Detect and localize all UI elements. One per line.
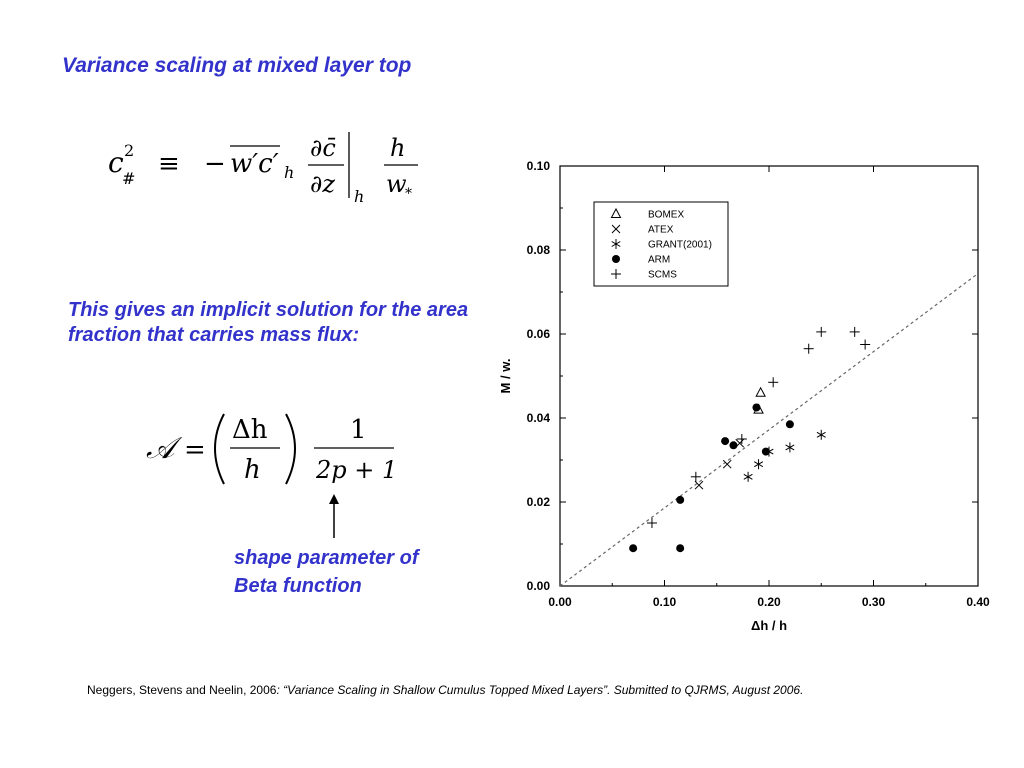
y-tick-label: 0.06 [526,327,550,341]
eq2-num: Δh [232,415,268,445]
eq1-frac-num: h [390,134,406,162]
shape-note-line2: Beta function [234,575,362,597]
data-point-dot [786,420,794,428]
eq1-frac-den: w [386,170,407,198]
eq1-c-sup: 2 [124,141,135,160]
eq2-right-paren [286,414,295,484]
data-point-x [695,481,703,489]
citation [87,683,803,697]
eq1-equiv: ≡ [158,149,180,179]
data-point-asterisk [754,459,763,469]
data-point-dot [752,404,760,412]
variance-scaling-equation [100,118,430,214]
eq1-c-sub: # [122,169,136,188]
x-tick-label: 0.40 [966,595,990,609]
data-point-dot [729,441,737,449]
data-point-asterisk [817,430,826,440]
eq1-den-d: ∂z [310,170,336,198]
eq2-den2: 2p + 1 [316,456,398,484]
eq1-minus: − [204,149,226,179]
shape-parameter-note [234,544,494,600]
x-tick-label: 0.10 [652,595,677,609]
shape-note-line1: shape parameter of [234,547,419,569]
legend-label: GRANT(2001) [648,239,712,251]
citation-title: : “Variance Scaling in Shallow Cumulus Topped Mixed Layers”. Submitted to QJRMS, August 2006. [276,683,804,697]
eq1-eval-sub: h [354,187,365,206]
legend-marker-dot [612,255,620,263]
data-point-plus [860,340,870,350]
legend-label: BOMEX [648,209,685,221]
data-point-plus [850,327,860,337]
y-tick-label: 0.04 [526,411,550,425]
fit-line [560,274,978,586]
data-point-dot [629,544,637,552]
eq1-num-d: ∂c̄ [310,134,336,162]
up-arrow-icon [324,494,344,538]
data-point-plus [816,327,826,337]
eq2-equals: = [184,435,206,465]
y-tick-label: 0.08 [526,243,550,257]
eq1-wc-sub: h [284,163,295,182]
data-point-asterisk [744,472,753,482]
legend-label: SCMS [648,269,677,281]
x-tick-label: 0.20 [757,595,781,609]
data-point-triangle [756,388,765,397]
eq2-num2: 1 [350,415,367,445]
data-point-dot [676,544,684,552]
data-point-plus [768,377,778,387]
scatter-chart [492,148,1002,638]
implicit-solution-text: This gives an implicit solution for the area fraction that carries mass flux: [68,299,469,346]
x-tick-label: 0.00 [548,595,572,609]
data-point-plus [737,434,747,444]
citation-authors: Neggers, Stevens and Neelin, 2006 [87,683,277,697]
data-point-plus [691,472,701,482]
y-tick-label: 0.10 [526,159,550,173]
data-point-asterisk [786,442,795,452]
data-point-plus [804,344,814,354]
slide-title: Variance scaling at mixed layer top [62,54,412,77]
data-point-dot [721,437,729,445]
x-tick-label: 0.30 [861,595,886,609]
x-axis-title: Δh / h [750,618,788,633]
eq1-frac-den-sub: * [405,186,412,202]
legend-label: ATEX [648,224,674,236]
y-tick-label: 0.00 [526,579,550,593]
data-point-dot [676,496,684,504]
y-tick-label: 0.02 [526,495,550,509]
y-axis-title: M / w. [498,358,513,394]
eq2-lhs: 𝒜 [146,431,175,466]
area-fraction-equation [140,402,410,492]
eq2-left-paren [215,414,224,484]
data-point-x [723,460,731,468]
eq1-c: c [108,146,124,179]
legend-label: ARM [648,254,671,266]
legend [594,202,728,286]
data-point-dot [762,448,770,456]
eq1-wc: w′c′ [230,149,279,179]
eq2-den: h [244,455,261,485]
